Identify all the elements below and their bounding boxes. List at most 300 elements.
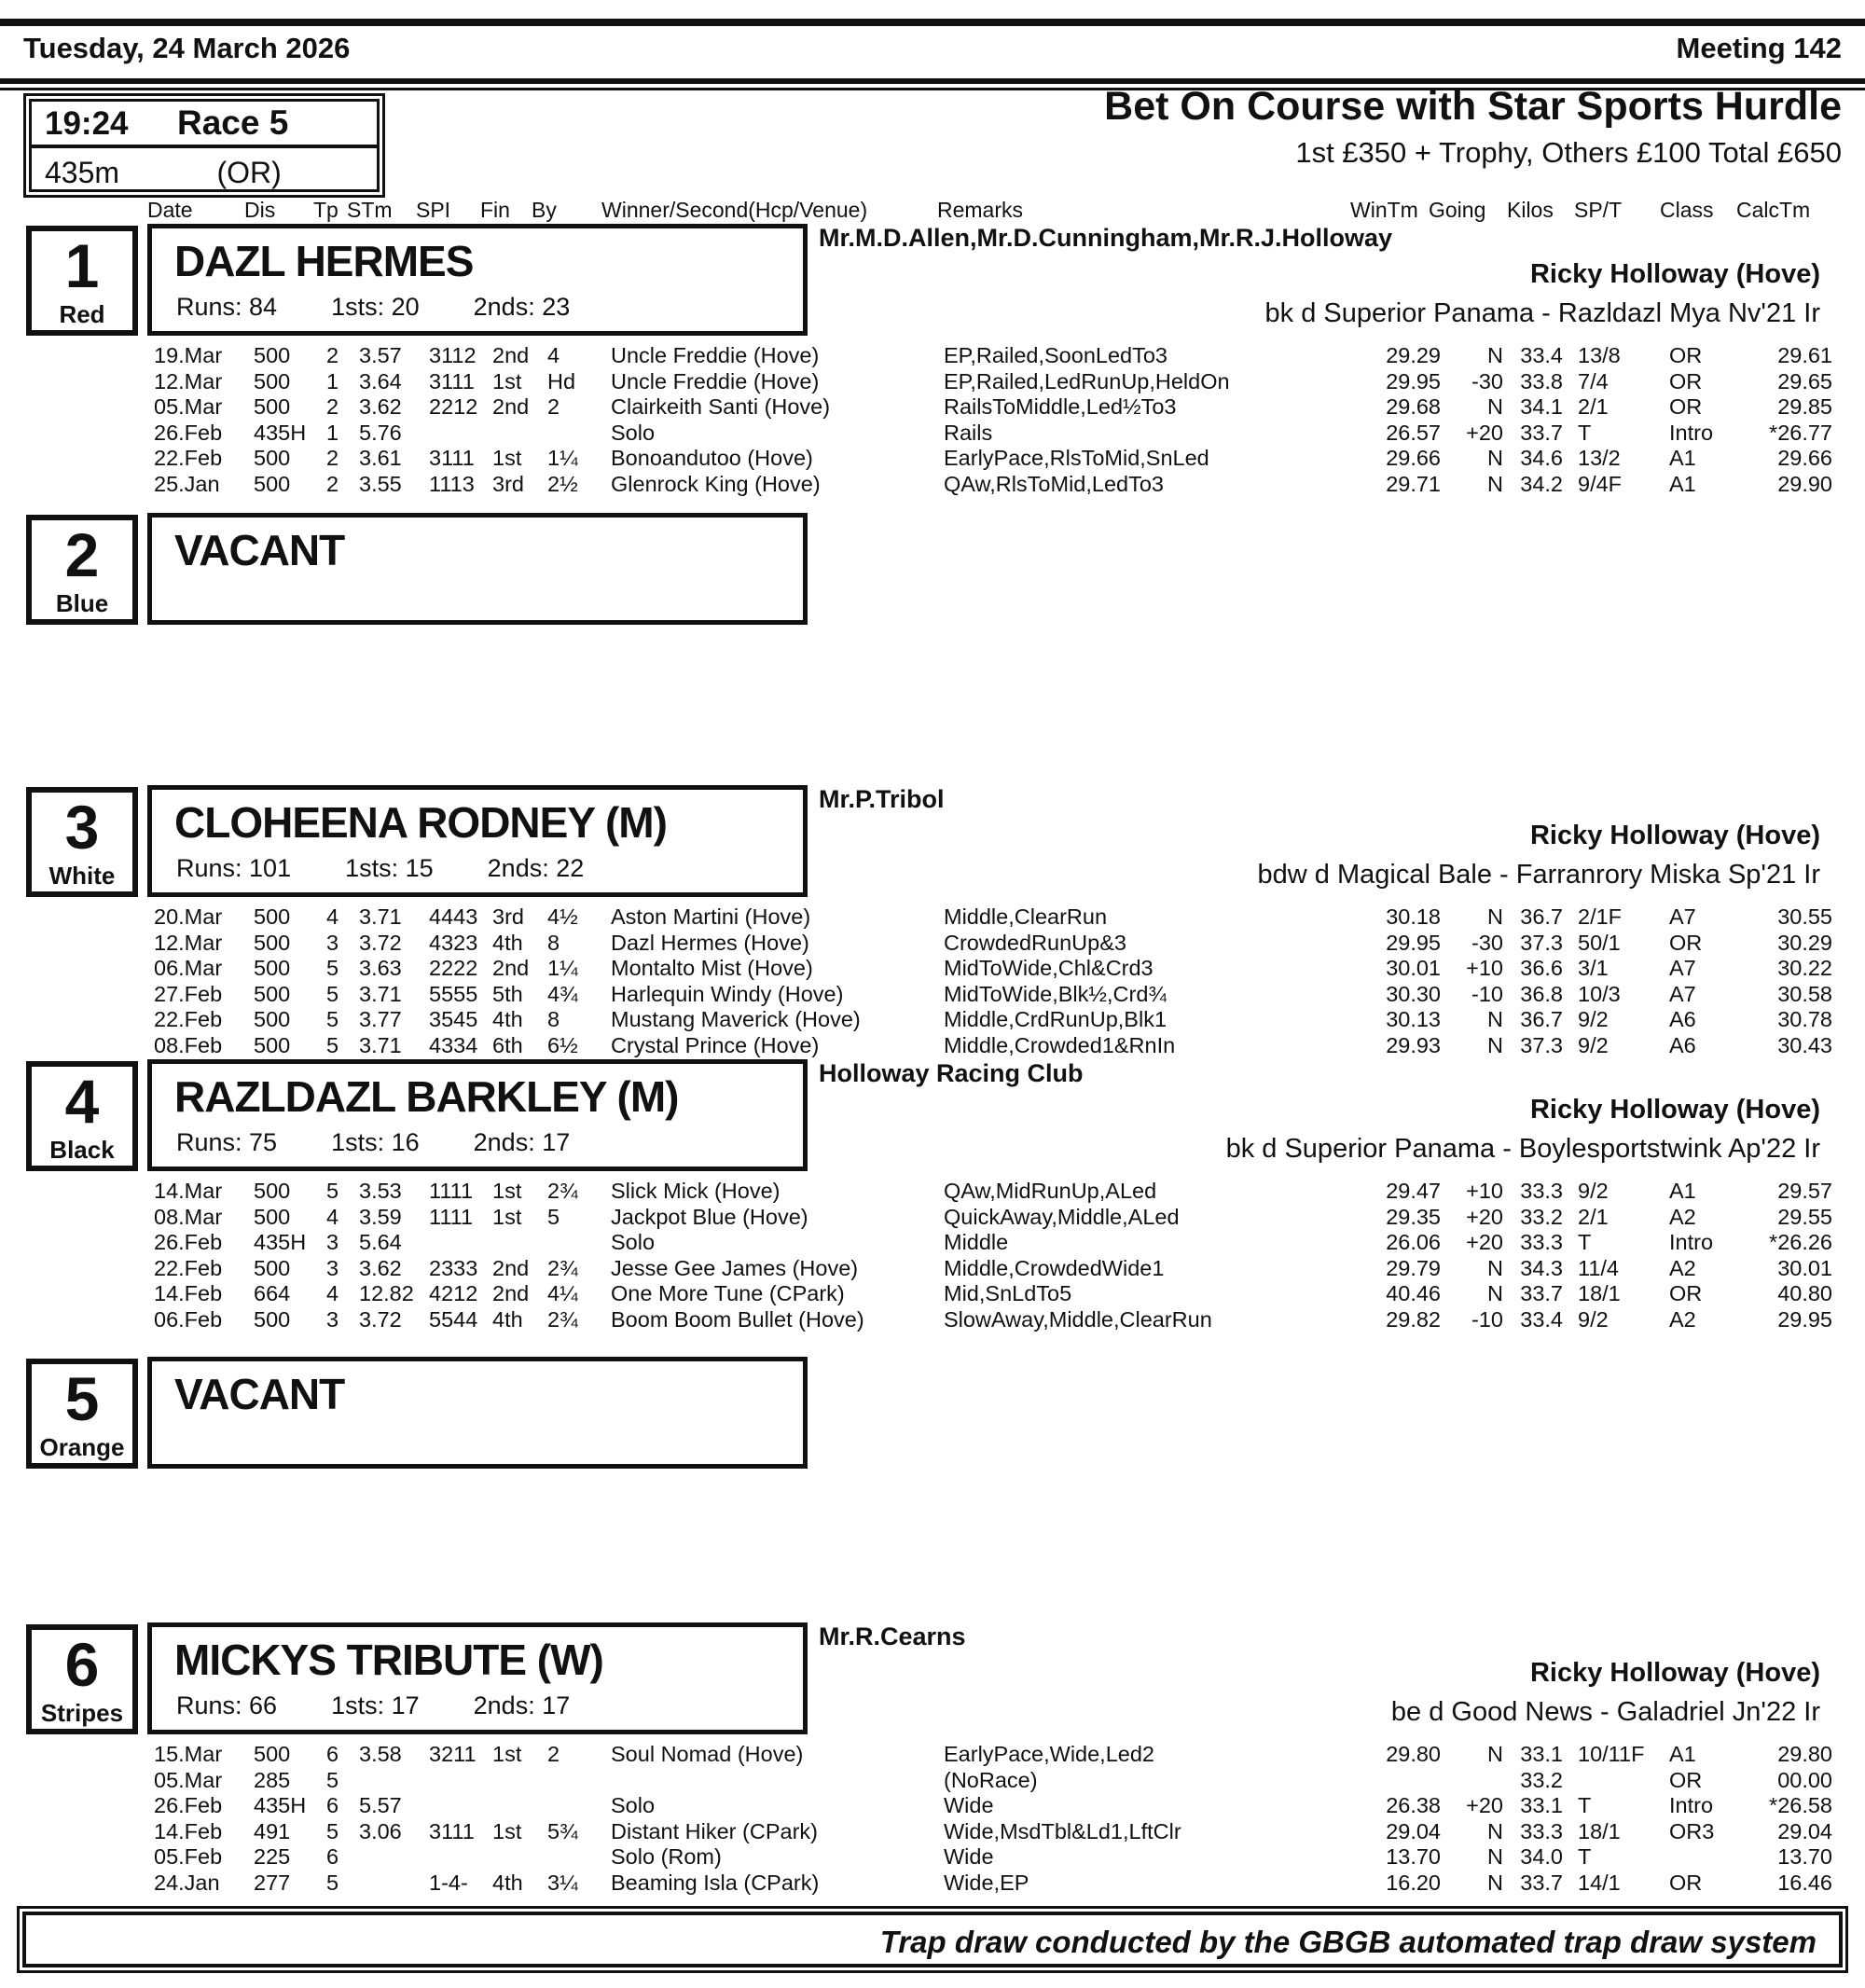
form-fin: 4th: [492, 1007, 523, 1031]
form-spi: 3112: [429, 343, 477, 367]
form-dis: 277: [254, 1870, 291, 1895]
form-going: +10: [1466, 956, 1503, 980]
form-remarks: EarlyPace,RlsToMid,SnLed: [944, 446, 1209, 470]
trap-box: [26, 787, 138, 897]
form-calctm: 13.70: [1777, 1844, 1832, 1869]
form-stm: 3.72: [359, 930, 402, 955]
form-date: 06.Feb: [154, 1306, 223, 1332]
form-winner: One More Tune (CPark): [611, 1281, 845, 1305]
form-class: OR3: [1669, 1818, 1715, 1843]
form-winner: Harlequin Windy (Hove): [611, 981, 844, 1006]
form-row: [0, 1230, 1865, 1256]
form-fin: 1st: [492, 1818, 522, 1843]
race-prize: 1st £350 + Trophy, Others £100 Total £650: [1295, 136, 1842, 169]
form-class: A1: [1669, 1742, 1696, 1766]
form-spi: 1111: [429, 1179, 474, 1203]
form-winner: Slick Mick (Hove): [611, 1179, 781, 1203]
race-title: Bet On Course with Star Sports Hurdle: [1104, 84, 1842, 129]
form-going: N: [1487, 1281, 1503, 1305]
form-date: 27.Feb: [154, 981, 223, 1006]
form-winner: Soul Nomad (Hove): [611, 1742, 804, 1766]
form-row: [0, 1179, 1865, 1205]
form-winner: [611, 1768, 944, 1794]
form-calctm: 29.65: [1777, 368, 1832, 393]
form-going: N: [1487, 1818, 1503, 1843]
form-calctm: 30.78: [1777, 1007, 1832, 1031]
form-fin: 2nd: [492, 1255, 530, 1280]
form-stm: 3.59: [359, 1204, 402, 1229]
form-by: [547, 1768, 611, 1794]
form-stm: 3.61: [359, 446, 402, 470]
form-kilos: 34.1: [1520, 394, 1563, 419]
form-wintm: 29.95: [1386, 368, 1441, 393]
runner-stats: [176, 1128, 624, 1157]
form-calctm: 29.95: [1777, 1306, 1832, 1332]
form-remarks: Wide,MsdTbl&Ld1,LftClr: [944, 1818, 1181, 1843]
col-date: Date: [147, 198, 193, 222]
form-dis: 500: [254, 981, 291, 1006]
form-remarks: SlowAway,Middle,ClearRun: [944, 1306, 1212, 1332]
form-winner: Solo: [611, 1793, 656, 1817]
form-sp: 11/4: [1578, 1255, 1619, 1280]
form-by: 4½: [547, 904, 578, 929]
form-dis: 500: [254, 904, 291, 929]
form-going: N: [1487, 343, 1503, 367]
form-class: OR: [1669, 930, 1703, 955]
form-calctm: 30.29: [1777, 930, 1832, 955]
form-spi: 3111: [429, 1818, 475, 1843]
form-row: [0, 1007, 1865, 1033]
trap-box: [26, 1624, 138, 1734]
form-stm: [359, 1844, 429, 1871]
form-going: N: [1487, 1870, 1503, 1895]
form-sp: 9/2: [1578, 1007, 1609, 1031]
form-by: 2¾: [547, 1255, 578, 1280]
form-date: 26.Feb: [154, 420, 223, 445]
form-wintm: 30.01: [1386, 956, 1441, 980]
col-going: Going: [1429, 198, 1486, 222]
breeding-line: bk d Superior Panama - Boylesportstwink Ap'22 Ir: [1225, 1134, 1820, 1164]
trainer-name: Ricky Holloway (Hove): [1529, 821, 1820, 850]
form-tp: 6: [326, 1793, 339, 1817]
form-wintm: 13.70: [1386, 1844, 1441, 1869]
form-sp: 18/1: [1578, 1818, 1621, 1843]
form-dis: 225: [254, 1844, 291, 1869]
form-winner: Solo (Rom): [611, 1844, 722, 1869]
form-stm: 3.71: [359, 981, 402, 1006]
form-dis: 491: [254, 1818, 291, 1843]
form-wintm: 16.20: [1386, 1870, 1441, 1895]
form-winner: Jackpot Blue (Hove): [611, 1204, 808, 1229]
runner-name-box: [147, 513, 808, 625]
form-remarks: Middle,CrdRunUp,Blk1: [944, 1007, 1167, 1031]
form-fin: 4th: [492, 930, 523, 955]
form-tp: 5: [326, 1870, 339, 1895]
form-going: -30: [1471, 368, 1503, 393]
form-fin: 2nd: [492, 394, 530, 419]
form-spi: [429, 1793, 492, 1819]
form-going: -10: [1471, 1306, 1503, 1332]
form-calctm: 29.80: [1777, 1742, 1832, 1766]
form-kilos: 33.3: [1520, 1818, 1563, 1843]
form-wintm: 30.13: [1386, 1007, 1441, 1031]
form-stm: 3.62: [359, 394, 402, 419]
form-kilos: 34.3: [1520, 1255, 1563, 1280]
form-date: 20.Mar: [154, 904, 223, 929]
form-going: N: [1487, 1742, 1503, 1766]
form-spi: 5555: [429, 981, 478, 1006]
form-by: 4: [547, 343, 560, 367]
trap-draw-notice: Trap draw conducted by the GBGB automated trap draw system: [879, 1925, 1817, 1959]
form-class: A6: [1669, 1032, 1696, 1057]
form-class: A1: [1669, 1179, 1696, 1203]
form-wintm: 29.82: [1386, 1306, 1441, 1332]
col-remarks: Remarks: [937, 198, 1024, 222]
form-going: +20: [1466, 1230, 1503, 1254]
form-remarks: Middle,Crowded1&RnIn: [944, 1032, 1176, 1057]
form-row: [0, 1819, 1865, 1845]
form-calctm: 30.58: [1777, 981, 1832, 1006]
form-going: -10: [1471, 981, 1503, 1006]
runner-stat: Runs: 84: [176, 293, 278, 321]
form-remarks: RailsToMiddle,Led½To3: [944, 394, 1177, 419]
form-tp: 5: [326, 1032, 339, 1057]
form-fin: 3rd: [492, 904, 524, 929]
trainer-name: Ricky Holloway (Hove): [1529, 259, 1820, 289]
form-spi: 4323: [429, 930, 478, 955]
form-tp: 1: [326, 420, 339, 445]
form-winner: Glenrock King (Hove): [611, 471, 821, 496]
form-spi: 3545: [429, 1007, 478, 1031]
form-date: 06.Mar: [154, 956, 223, 980]
form-date: 14.Feb: [154, 1818, 223, 1843]
trap-number: 6: [64, 1630, 100, 1699]
form-tp: 3: [326, 1255, 339, 1280]
form-sp: T: [1578, 1230, 1592, 1254]
form-stm: 3.71: [359, 904, 402, 929]
form-row: [0, 931, 1865, 957]
form-spi: 1-4-: [429, 1870, 468, 1895]
runner-name: VACANT: [174, 1370, 345, 1418]
form-sp: T: [1578, 420, 1592, 445]
trap-box: [26, 1359, 138, 1469]
form-tp: 5: [326, 1007, 339, 1031]
form-class: Intro: [1669, 420, 1714, 445]
runner-name: CLOHEENA RODNEY (M): [174, 798, 667, 847]
race-distance-row: [26, 148, 382, 197]
form-stm: 3.53: [359, 1179, 402, 1203]
form-by: 8: [547, 930, 560, 955]
form-stm: 3.62: [359, 1255, 402, 1280]
form-spi: 4334: [429, 1032, 478, 1057]
form-date: 22.Feb: [154, 1255, 223, 1280]
trap-number: 2: [64, 520, 100, 589]
form-dis: 664: [254, 1281, 291, 1305]
runner-stats: [176, 854, 638, 883]
form-class: [1669, 1844, 1739, 1871]
form-winner: Boom Boom Bullet (Hove): [611, 1306, 864, 1332]
form-tp: 4: [326, 1204, 339, 1229]
form-kilos: 34.2: [1520, 471, 1563, 496]
form-by: Hd: [547, 368, 576, 393]
form-class: OR: [1669, 368, 1703, 393]
form-stm: 3.57: [359, 343, 402, 367]
owner-name: Mr.P.Tribol: [819, 785, 945, 813]
form-wintm: 29.66: [1386, 446, 1441, 470]
runner-name-box: [147, 1357, 808, 1469]
form-kilos: 33.3: [1520, 1179, 1563, 1203]
form-class: A2: [1669, 1204, 1696, 1229]
form-kilos: 33.3: [1520, 1230, 1563, 1254]
form-winner: Aston Martini (Hove): [611, 904, 811, 929]
form-row: [0, 472, 1865, 498]
form-tp: 3: [326, 1306, 339, 1332]
race-distance: 435m: [45, 156, 120, 189]
form-class: OR: [1669, 343, 1703, 367]
top-rule: [0, 19, 1865, 26]
form-by: 2: [547, 1742, 560, 1766]
form-sp: 13/2: [1578, 446, 1621, 470]
form-class: A2: [1669, 1306, 1696, 1332]
form-row: [0, 369, 1865, 395]
form-dis: 500: [254, 1255, 291, 1280]
race-info-box: [23, 93, 385, 198]
form-tp: 2: [326, 471, 339, 496]
form-winner: Crystal Prince (Hove): [611, 1032, 820, 1057]
runner-name: VACANT: [174, 526, 345, 574]
form-dis: 500: [254, 394, 291, 419]
form-spi: [429, 1768, 492, 1794]
race-grade: (OR): [216, 156, 282, 189]
form-date: 25.Jan: [154, 471, 220, 496]
form-by: [547, 421, 611, 447]
form-by: 8: [547, 1007, 560, 1031]
form-sp: T: [1578, 1793, 1592, 1817]
form-calctm: 29.57: [1777, 1179, 1832, 1203]
form-wintm: 26.57: [1386, 420, 1441, 445]
form-dis: 500: [254, 956, 291, 980]
form-fin: 1st: [492, 1204, 522, 1229]
form-kilos: 33.2: [1520, 1204, 1563, 1229]
col-tp: Tp: [313, 198, 338, 222]
col-by: By: [532, 198, 557, 222]
form-calctm: 16.46: [1777, 1870, 1832, 1895]
form-calctm: *26.77: [1769, 420, 1832, 445]
form-winner: Montalto Mist (Hove): [611, 956, 813, 980]
runner-stat: 2nds: 17: [473, 1691, 571, 1719]
form-kilos: 33.4: [1520, 1306, 1563, 1332]
form-rows: [0, 1742, 1865, 1896]
form-row: [0, 1307, 1865, 1333]
form-going: N: [1487, 904, 1503, 929]
form-stm: 3.55: [359, 471, 402, 496]
owner-name: Mr.M.D.Allen,Mr.D.Cunningham,Mr.R.J.Holloway: [819, 224, 1393, 252]
form-wintm: 29.80: [1386, 1742, 1441, 1766]
form-dis: 500: [254, 1032, 291, 1057]
col-sp-t: SP/T: [1574, 198, 1623, 222]
form-kilos: 36.7: [1520, 1007, 1563, 1031]
form-stm: [359, 1768, 429, 1794]
form-stm: 5.57: [359, 1793, 402, 1817]
form-by: 6½: [547, 1032, 578, 1057]
form-winner: Clairkeith Santi (Hove): [611, 394, 831, 419]
form-dis: 500: [254, 1007, 291, 1031]
runner-stat: 2nds: 23: [473, 293, 571, 321]
form-sp: 2/1: [1578, 394, 1609, 419]
form-stm: 3.72: [359, 1306, 402, 1332]
form-going: +20: [1466, 1204, 1503, 1229]
form-fin: [492, 421, 547, 447]
form-spi: [429, 421, 492, 447]
form-row: [0, 1742, 1865, 1768]
runner-stats: [176, 1691, 624, 1720]
form-calctm: 40.80: [1777, 1281, 1832, 1305]
form-kilos: 33.1: [1520, 1793, 1563, 1817]
form-dis: 500: [254, 471, 291, 496]
form-by: [547, 1793, 611, 1819]
form-winner: Solo: [611, 420, 656, 445]
form-row: [0, 1844, 1865, 1871]
form-date: 14.Mar: [154, 1179, 223, 1203]
meeting-date: Tuesday, 24 March 2026: [23, 32, 351, 64]
form-calctm: 29.61: [1777, 343, 1832, 367]
form-class: A6: [1669, 1007, 1696, 1031]
form-fin: 5th: [492, 981, 523, 1006]
col-spi: SPI: [416, 198, 451, 222]
form-sp: T: [1578, 1844, 1592, 1869]
trainer-name: Ricky Holloway (Hove): [1529, 1658, 1820, 1688]
form-sp: 2/1: [1578, 1204, 1609, 1229]
col-fin: Fin: [480, 198, 510, 222]
form-kilos: 37.3: [1520, 1032, 1563, 1057]
form-sp: 9/4F: [1578, 471, 1623, 496]
form-by: 2½: [547, 471, 578, 496]
form-by: 2¾: [547, 1179, 578, 1203]
form-row: [0, 421, 1865, 447]
meeting-number: Meeting 142: [1676, 32, 1842, 64]
form-stm: 3.71: [359, 1032, 402, 1057]
form-remarks: QAw,MidRunUp,ALed: [944, 1179, 1157, 1203]
form-class: A2: [1669, 1255, 1696, 1280]
form-winner: Uncle Freddie (Hove): [611, 368, 820, 393]
form-spi: 3211: [429, 1742, 477, 1766]
form-fin: 3rd: [492, 471, 524, 496]
trap-number: 5: [64, 1364, 100, 1433]
form-date: 26.Feb: [154, 1230, 223, 1254]
form-dis: 435H: [254, 420, 307, 445]
trap-color-label: White: [48, 862, 116, 890]
form-date: 12.Mar: [154, 368, 223, 393]
col-dis: Dis: [244, 198, 276, 222]
form-wintm: 30.30: [1386, 981, 1441, 1006]
form-stm: 12.82: [359, 1281, 414, 1305]
form-date: 05.Mar: [154, 394, 223, 419]
form-remarks: (NoRace): [944, 1767, 1038, 1792]
form-spi: 1111: [429, 1204, 474, 1229]
runner-name: RAZLDAZL BARKLEY (M): [174, 1072, 679, 1121]
form-class: OR: [1669, 1870, 1703, 1895]
form-remarks: MidToWide,Blk½,Crd¾: [944, 981, 1167, 1006]
form-fin: 1st: [492, 446, 522, 470]
form-tp: 1: [326, 368, 339, 393]
form-kilos: 33.1: [1520, 1742, 1563, 1766]
form-remarks: EarlyPace,Wide,Led2: [944, 1742, 1154, 1766]
form-winner: Beaming Isla (CPark): [611, 1870, 820, 1895]
form-wintm: 40.46: [1386, 1281, 1441, 1305]
form-wintm: 29.68: [1386, 394, 1441, 419]
form-going: +20: [1466, 420, 1503, 445]
form-calctm: 29.66: [1777, 446, 1832, 470]
form-kilos: 34.0: [1520, 1844, 1563, 1869]
form-calctm: 30.43: [1777, 1032, 1832, 1057]
footer-box: [22, 1912, 1843, 1967]
form-remarks: QuickAway,Middle,ALed: [944, 1204, 1180, 1229]
form-kilos: 33.7: [1520, 1281, 1563, 1305]
form-sp: 10/3: [1578, 981, 1621, 1006]
form-stm: 3.64: [359, 368, 402, 393]
runner-stat: 2nds: 22: [487, 854, 585, 882]
form-remarks: QAw,RlsToMid,LedTo3: [944, 471, 1164, 496]
form-fin: 4th: [492, 1870, 523, 1895]
form-sp: 9/2: [1578, 1179, 1609, 1203]
form-tp: 6: [326, 1742, 339, 1766]
form-tp: 6: [326, 1844, 339, 1869]
col-kilos: Kilos: [1507, 198, 1554, 222]
form-going: N: [1487, 1844, 1503, 1869]
form-fin: 4th: [492, 1306, 523, 1332]
form-tp: 2: [326, 394, 339, 419]
form-sp: 2/1F: [1578, 904, 1623, 929]
form-stm: 3.63: [359, 956, 402, 980]
form-by: [547, 1844, 611, 1871]
trap-box: [26, 515, 138, 625]
trap-box: [26, 1061, 138, 1171]
form-going: N: [1487, 394, 1503, 419]
form-sp: [1563, 1768, 1669, 1794]
form-wintm: 26.06: [1386, 1230, 1441, 1254]
form-sp: 50/1: [1578, 930, 1621, 955]
form-date: 14.Feb: [154, 1281, 223, 1305]
form-sp: 9/2: [1578, 1306, 1609, 1332]
form-row: [0, 904, 1865, 931]
runner-stat: 2nds: 17: [473, 1128, 571, 1156]
form-spi: 1113: [429, 471, 475, 496]
breeding-line: bdw d Magical Bale - Farranrory Miska Sp'21 Ir: [1257, 860, 1820, 890]
race-time: 19:24: [45, 105, 129, 142]
form-dis: 500: [254, 368, 291, 393]
form-calctm: 30.22: [1777, 956, 1832, 980]
form-stm: 5.76: [359, 420, 402, 445]
form-wintm: 30.18: [1386, 904, 1441, 929]
form-dis: 285: [254, 1767, 291, 1792]
form-dis: 500: [254, 446, 291, 470]
form-going: N: [1487, 1007, 1503, 1031]
form-row: [0, 394, 1865, 421]
runner-name-box: [147, 224, 808, 336]
form-row: [0, 956, 1865, 982]
col-winner-second: Winner/Second(Hcp/Venue): [601, 198, 868, 222]
form-tp: 2: [326, 446, 339, 470]
form-by: 3¼: [547, 1870, 578, 1895]
form-going: +10: [1466, 1179, 1503, 1203]
form-rows: [0, 904, 1865, 1058]
form-rows: [0, 343, 1865, 497]
form-remarks: EP,Railed,LedRunUp,HeldOn: [944, 368, 1230, 393]
form-class: A7: [1669, 981, 1696, 1006]
form-by: 2¾: [547, 1306, 578, 1332]
form-calctm: 30.55: [1777, 904, 1832, 929]
form-date: 19.Mar: [154, 343, 223, 367]
